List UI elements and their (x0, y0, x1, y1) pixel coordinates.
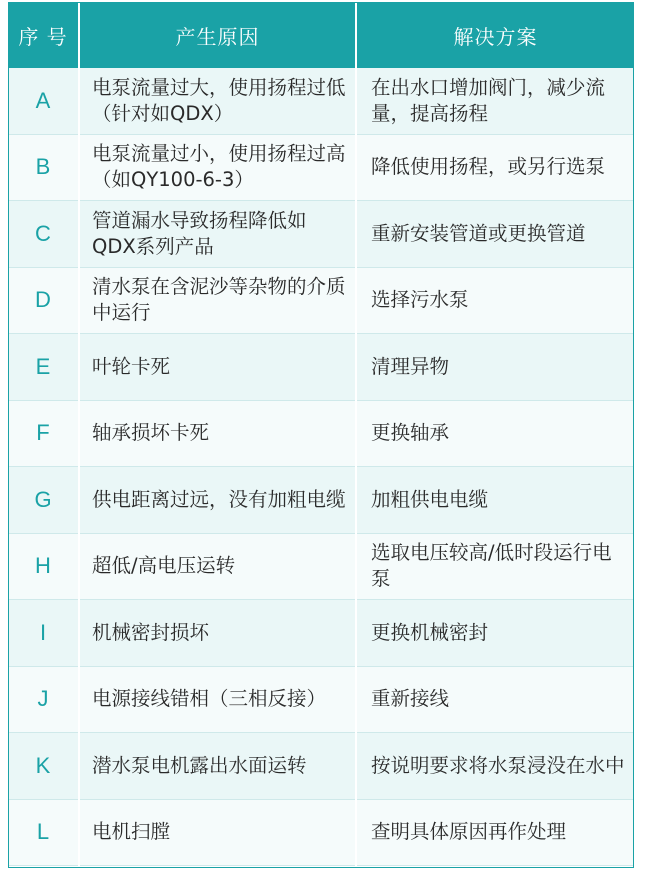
row-id: C (8, 201, 79, 268)
table-row (8, 400, 634, 467)
row-solution: 在出水口增加阀门，减少流量，提高扬程 (356, 68, 634, 134)
row-solution: 降低使用扬程，或另行选泵 (356, 134, 634, 201)
table-row (8, 733, 634, 800)
row-solution: 选择污水泵 (356, 267, 634, 334)
header-id: 序 号 (8, 2, 79, 68)
table-header (8, 2, 634, 68)
row-id: H (8, 533, 79, 600)
row-solution: 重新安装管道或更换管道 (356, 201, 634, 268)
row-id: E (8, 334, 79, 401)
row-solution: 按说明要求将水泵浸没在水中 (356, 733, 634, 800)
table-row (8, 68, 634, 134)
row-solution: 重新接线 (356, 666, 634, 733)
row-cause: 清水泵在含泥沙等杂物的介质中运行 (79, 267, 356, 334)
table-row (8, 533, 634, 600)
row-cause: 潜水泵电机露出水面运转 (79, 733, 356, 800)
header-solution: 解决方案 (356, 2, 634, 68)
row-cause: 电源接线错相（三相反接） (79, 666, 356, 733)
row-cause: 机械密封损坏 (79, 600, 356, 667)
row-cause: 供电距离过远，没有加粗电缆 (79, 467, 356, 534)
row-id: L (8, 799, 79, 866)
row-cause: 管道漏水导致扬程降低如QDX系列产品 (79, 201, 356, 268)
table-row (8, 134, 634, 201)
row-solution: 清理异物 (356, 334, 634, 401)
row-id: F (8, 400, 79, 467)
row-solution: 更换轴承 (356, 400, 634, 467)
table-row (8, 201, 634, 268)
row-id: I (8, 600, 79, 667)
table-row (8, 666, 634, 733)
row-cause: 电泵流量过小，使用扬程过高（如QY100-6-3） (79, 134, 356, 201)
row-id: B (8, 134, 79, 201)
row-id: K (8, 733, 79, 800)
row-solution: 更换机械密封 (356, 600, 634, 667)
row-solution: 查明具体原因再作处理 (356, 799, 634, 866)
row-id: D (8, 267, 79, 334)
header-cause: 产生原因 (79, 2, 356, 68)
row-cause: 轴承损坏卡死 (79, 400, 356, 467)
row-id: J (8, 666, 79, 733)
fault-table-container (8, 2, 634, 868)
header-row (8, 2, 634, 68)
row-solution: 加粗供电电缆 (356, 467, 634, 534)
row-id: A (8, 68, 79, 134)
table-row (8, 334, 634, 401)
row-id: G (8, 467, 79, 534)
table-row (8, 267, 634, 334)
fault-table (8, 2, 634, 866)
row-cause: 电泵流量过大，使用扬程过低（针对如QDX） (79, 68, 356, 134)
table-body (8, 68, 634, 866)
row-solution: 选取电压较高/低时段运行电泵 (356, 533, 634, 600)
row-cause: 电机扫膛 (79, 799, 356, 866)
table-row (8, 600, 634, 667)
row-cause: 超低/高电压运转 (79, 533, 356, 600)
table-row (8, 799, 634, 866)
table-row (8, 467, 634, 534)
row-cause: 叶轮卡死 (79, 334, 356, 401)
